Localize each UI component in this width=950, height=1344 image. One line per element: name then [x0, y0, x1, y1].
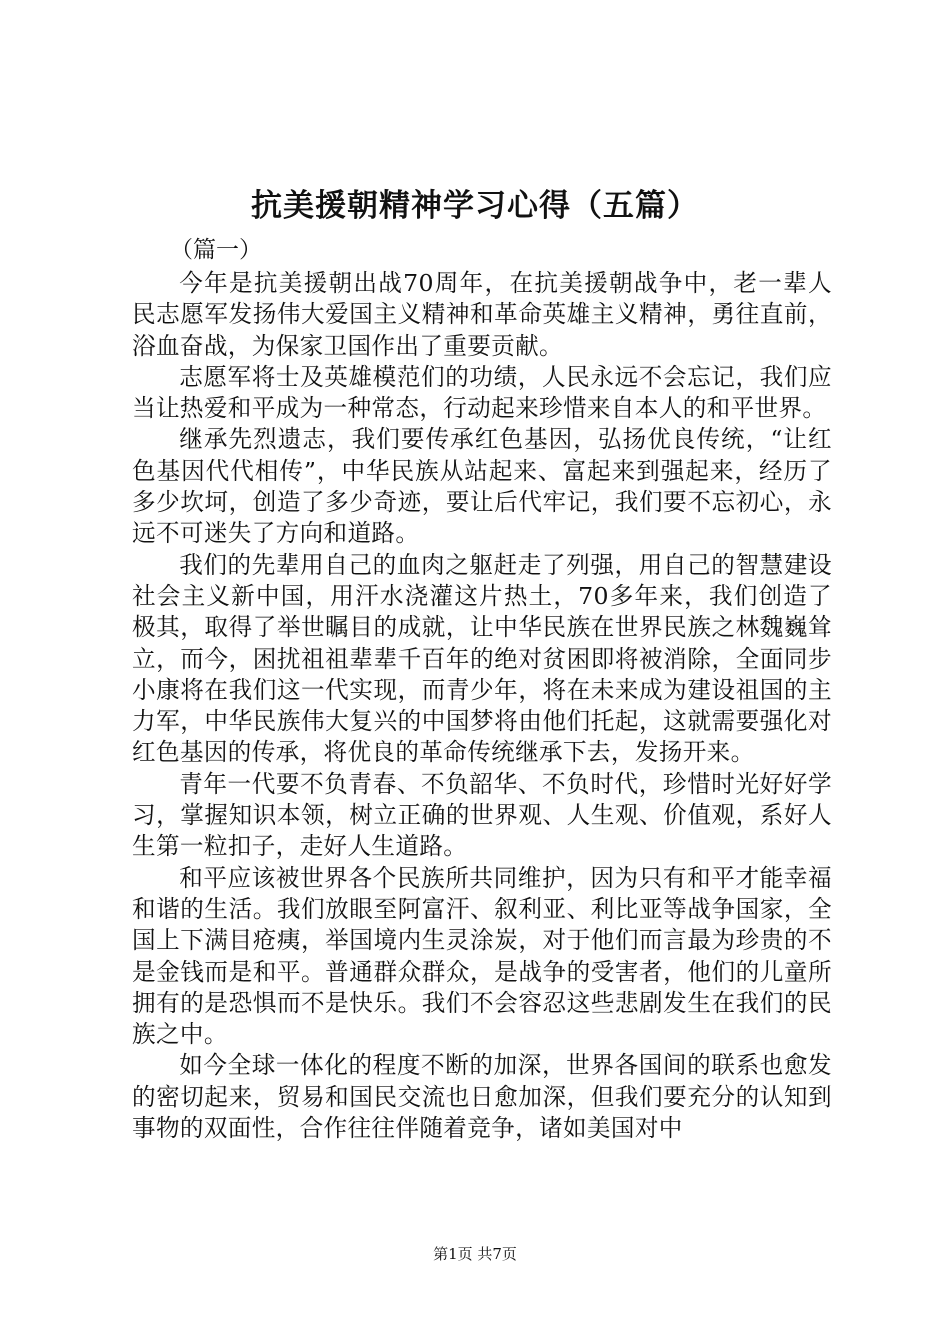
paragraph-3: 继承先烈遗志，我们要传承红色基因，弘扬优良传统，“让红色基因代代相传”，中华民族从站起来、富起来到强起来，经历了多少坎坷，创造了多少奇迹，要让后代牢记，我们要不忘初心，永远不可迷失了方向和道路。	[132, 425, 832, 548]
paragraph-1: 今年是抗美援朝出战70周年，在抗美援朝战争中，老一辈人民志愿军发扬伟大爱国主义精神和革命英雄主义精神，勇往直前，浴血奋战，为保家卫国作出了重要贡献。	[132, 269, 832, 360]
paragraph-6: 和平应该被世界各个民族所共同维护，因为只有和平才能幸福和谐的生活。我们放眼至阿富汗、叙利亚、利比亚等战争国家，全国上下满目疮痍，举国境内生灵涂炭，对于他们而言最为珍贵的不是金钱而是和平。普通群众群众，是战争的受害者，他们的儿童所拥有的是恐惧而不是快乐。我们不会容忍这些悲剧发生在我们的民族之中。	[132, 863, 832, 1049]
section-label: （篇一）	[170, 237, 262, 263]
paragraph-7: 如今全球一体化的程度不断的加深，世界各国间的联系也愈发的密切起来，贸易和国民交流也日愈加深，但我们要充分的认知到事物的双面性，合作往往伴随着竞争，诸如美国对中	[132, 1051, 832, 1143]
page-footer: 第1页 共7页	[433, 1245, 517, 1263]
document-body	[132, 268, 832, 1144]
paragraph-2: 志愿军将士及英雄模范们的功绩，人民永远不会忘记，我们应当让热爱和平成为一种常态，行动起来珍惜来自本人的和平世界。	[132, 362, 832, 423]
paragraph-5: 青年一代要不负青春、不负韶华、不负时代，珍惜时光好好学习，掌握知识本领，树立正确的世界观、人生观、价值观，系好人生第一粒扣子，走好人生道路。	[132, 769, 832, 861]
document-title: 抗美援朝精神学习心得（五篇）	[251, 188, 699, 224]
paragraph-4: 我们的先辈用自己的血肉之躯赶走了列强，用自己的智慧建设社会主义新中国，用汗水浇灌这片热土，70多年来，我们创造了极其，取得了举世瞩目的成就，让中华民族在世界民族之林魏巍耸立，而今，困扰祖祖辈辈千百年的绝对贫困即将被消除，全面同步小康将在我们这一代实现，而青少年，将在未来成为建设祖国的主力军，中华民族伟大复兴的中国梦将由他们托起，这就需要强化对红色基因的传承，将优良的革命传统继承下去，发扬开来。	[132, 550, 832, 767]
